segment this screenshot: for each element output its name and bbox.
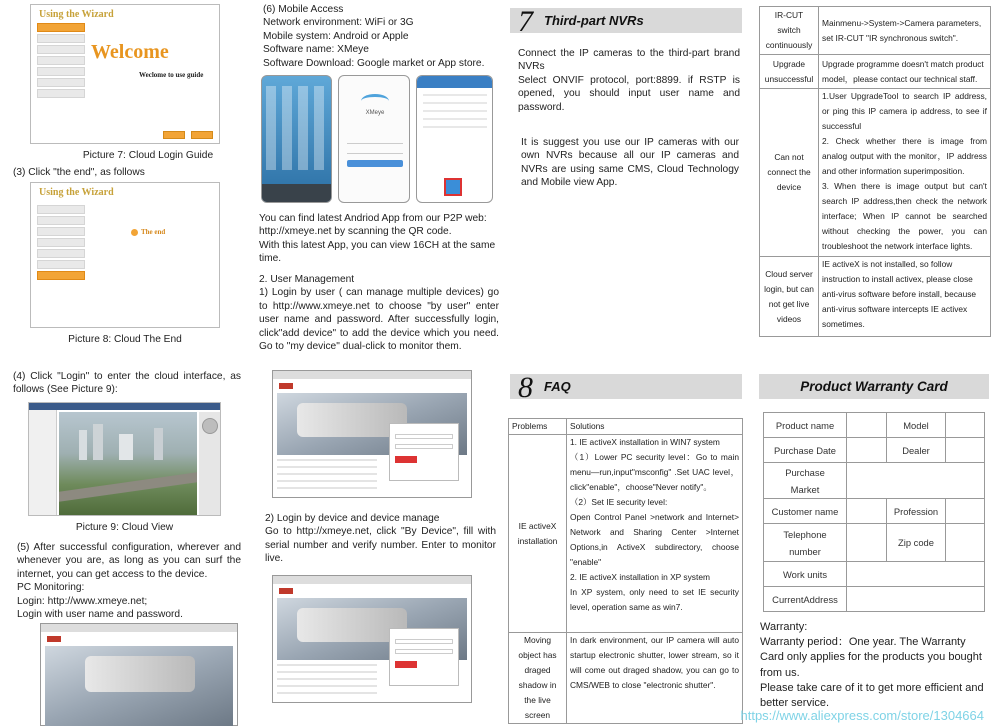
column-faq-warranty xyxy=(750,0,1000,726)
welcome-heading: Welcome xyxy=(91,41,169,63)
section-8-title: FAQ xyxy=(544,379,571,394)
qr-search-icon xyxy=(444,178,462,196)
the-end-label: The end xyxy=(141,228,166,236)
app-icon-grid xyxy=(266,86,328,170)
column-cloud-guide xyxy=(0,0,250,726)
field-product-name-value[interactable] xyxy=(847,413,887,438)
pc-monitoring-screenshot xyxy=(40,623,238,726)
warranty-title: Product Warranty Card xyxy=(800,379,948,394)
field-purchase-date: Purchase Date xyxy=(764,438,847,463)
cloud-view-screenshot xyxy=(28,402,221,516)
field-customer-name: Customer name xyxy=(764,499,847,524)
welcome-sub: Weclome to use guide xyxy=(139,71,204,79)
field-purchase-market-value[interactable] xyxy=(847,463,985,499)
field-address: CurrentAddress xyxy=(764,587,847,612)
wizard-welcome-screenshot xyxy=(30,4,220,144)
device-management-text: 2) Login by device and device manage Go to http://xmeye.net, click "By Device", fill with serial number and verify number. Enter to monitor live. xyxy=(265,513,496,565)
field-model-value[interactable] xyxy=(946,413,985,438)
section-7-number: 7 xyxy=(518,5,533,38)
login-button xyxy=(347,160,403,167)
field-telephone: Telephone number xyxy=(764,524,847,562)
wizard-end-screenshot xyxy=(30,182,220,328)
faq-problem: Moving object has draged shadow in the live screen xyxy=(509,633,567,724)
faq-solution: In dark environment, our IP camera will auto startup electronic shutter, lower stream, so it will come out draged shadow, you can go to CMS/WEB to close "electronic shutter". xyxy=(567,633,743,724)
section-8-header xyxy=(510,371,742,404)
wizard-next-button xyxy=(191,131,213,139)
by-device-screenshot xyxy=(272,575,472,703)
caption-picture-7: Picture 7: Cloud Login Guide xyxy=(82,150,214,161)
faq-table-continued xyxy=(759,6,991,337)
field-model: Model xyxy=(887,413,946,438)
faq-problem: IE activeX installation xyxy=(509,435,567,633)
field-address-value[interactable] xyxy=(847,587,985,612)
phone-login-screenshot xyxy=(338,75,410,203)
step-5-text: (5) After successful configuration, wherever and whenever you are, as long as you can surf the internet, you can get access to the device. PC Monitoring: Login: http://www.xmeye.net; Login with user name and password. xyxy=(17,542,241,621)
phone-home-screenshot xyxy=(261,75,332,203)
caption-picture-9: Picture 9: Cloud View xyxy=(75,522,174,533)
section-7-title: Third-part NVRs xyxy=(544,13,644,28)
field-purchase-date-value[interactable] xyxy=(847,438,887,463)
field-customer-name-value[interactable] xyxy=(847,499,887,524)
wizard-prev-button xyxy=(163,131,185,139)
field-purchase-market: Purchase Market xyxy=(764,463,847,499)
nvr-text-1: Connect the IP cameras to the third-part brand NVRs Select ONVIF protocol, port:8899. if RSTP is opened, you should input user name and password. xyxy=(518,48,740,113)
field-work-units: Work units xyxy=(764,562,847,587)
faq-row xyxy=(509,633,743,724)
faq-table xyxy=(508,418,743,724)
login-form-box xyxy=(389,423,459,481)
ptz-dial-icon xyxy=(202,418,218,434)
xmeye-app-name: XMeye xyxy=(365,110,385,116)
faq-header-solutions: Solutions xyxy=(567,419,743,435)
warranty-table xyxy=(763,412,985,612)
faq-header-row xyxy=(509,419,743,435)
faq-solution: Mainmenu->System->Camera parameters, set IR-CUT "IR synchronous switch". xyxy=(819,7,991,55)
xmeye-logo-icon xyxy=(361,94,389,108)
faq-row xyxy=(760,55,991,89)
warranty-text: Warranty: Warranty period：One year. The Warranty Card only applies for the products you bought from us. Please take care of it to get more efficient and better service. xyxy=(760,621,984,710)
the-end-icon xyxy=(131,229,138,236)
step-4-text: (4) Click "Login" to enter the cloud interface, as follows (See Picture 9): xyxy=(13,371,241,396)
faq-problem: Can not connect the device xyxy=(760,89,819,257)
faq-row xyxy=(760,257,991,337)
faq-row xyxy=(760,7,991,55)
dock-bar xyxy=(262,184,332,202)
field-zip: Zip code xyxy=(887,524,946,562)
faq-row xyxy=(760,89,991,257)
device-form-box xyxy=(389,628,459,686)
live-video-view xyxy=(59,412,197,515)
phone-device-list-screenshot xyxy=(416,75,493,203)
faq-row xyxy=(509,435,743,633)
field-product-name: Product name xyxy=(764,413,847,438)
faq-problem: Upgrade unsuccessful xyxy=(760,55,819,89)
faq-solution: 1.User UpgradeTool to search IP address, or ping this IP camera ip address, to see if successful 2. Check whether there is image from analog output with the monitor，IP address and other information superimposition. 3. When there is image output but can't search IP address,then check the network interface; When IP cannot be searched without checking the power, you can troubleshoot the network interface lights. xyxy=(819,89,991,257)
column-nvr-faq xyxy=(500,0,750,726)
wizard-title-2: Using the Wizard xyxy=(39,187,114,198)
section-7-header xyxy=(510,5,742,38)
section-8-number: 8 xyxy=(518,371,533,404)
faq-solution: 1. IE activeX installation in WIN7 system （1）Lower PC security level：Go to main menu—run,input"msconfig" .Set UAC level，click"enable"，choose"Never notify"。 （2）Set IE security level: Open Control Panel >network and Internet> Network and Sharing Center >Internet Options,in ActiveX subdirectory, choose "enable" 2. IE activeX installation in XP system In XP system, only need to set IE security level, operation same as win7. xyxy=(567,435,743,633)
warranty-header xyxy=(759,374,989,399)
device-tree-panel xyxy=(29,410,57,516)
ptz-control-panel xyxy=(199,412,221,515)
field-dealer-value[interactable] xyxy=(946,438,985,463)
caption-picture-8: Picture 8: Cloud The End xyxy=(68,334,182,345)
by-user-screenshot xyxy=(272,370,472,498)
camera-product-image xyxy=(85,656,195,692)
field-dealer: Dealer xyxy=(887,438,946,463)
user-management-text: 2. User Management 1) Login by user ( can manage multiple devices) go to http://www.xmeye.net to choose "by user" enter user name and password. After successfully login, click"add device" to add the device which you need. Go to "my device" dual-click to monitor them. xyxy=(259,274,499,353)
faq-solution: Upgrade programme doesn't match product model，please contact our technical staff. xyxy=(819,55,991,89)
wizard-menu xyxy=(37,23,85,100)
field-telephone-value[interactable] xyxy=(847,524,887,562)
faq-header-problems: Problems xyxy=(509,419,567,435)
step-3-text: (3) Click "the end", as follows xyxy=(13,167,145,178)
faq-problem: Cloud server login, but can not get live videos xyxy=(760,257,819,337)
wizard-menu-2 xyxy=(37,205,85,282)
faq-problem: IR-CUT switch continuously xyxy=(760,7,819,55)
column-mobile-access xyxy=(250,0,500,726)
mobile-access-text: (6) Mobile Access Network environment: WiFi or 3G Mobile system: Android or Apple Software name: XMeye Software Download: Google market or App store. xyxy=(263,4,485,69)
app-note-text: You can find latest Andriod App from our P2P web: http://xmeye.net by scanning the QR code. With this latest App, you can view 16CH at the same time. xyxy=(259,213,496,265)
field-profession-value[interactable] xyxy=(946,499,985,524)
faq-solution: IE activeX is not installed, so follow instruction to install activex, please close anti-virus software before install, because anti-virus software intercepts IE activex sometimes. xyxy=(819,257,991,337)
store-watermark: https://www.aliexpress.com/store/1304664 xyxy=(740,708,984,723)
field-work-units-value[interactable] xyxy=(847,562,985,587)
nvr-text-2: It is suggest you use our IP cameras with our own NVRs because all our IP cameras and NVRs are using same CMS, Cloud Technology and Mobile view App. xyxy=(521,137,739,189)
field-zip-value[interactable] xyxy=(946,524,985,562)
field-profession: Profession xyxy=(887,499,946,524)
wizard-title: Using the Wizard xyxy=(39,9,114,20)
